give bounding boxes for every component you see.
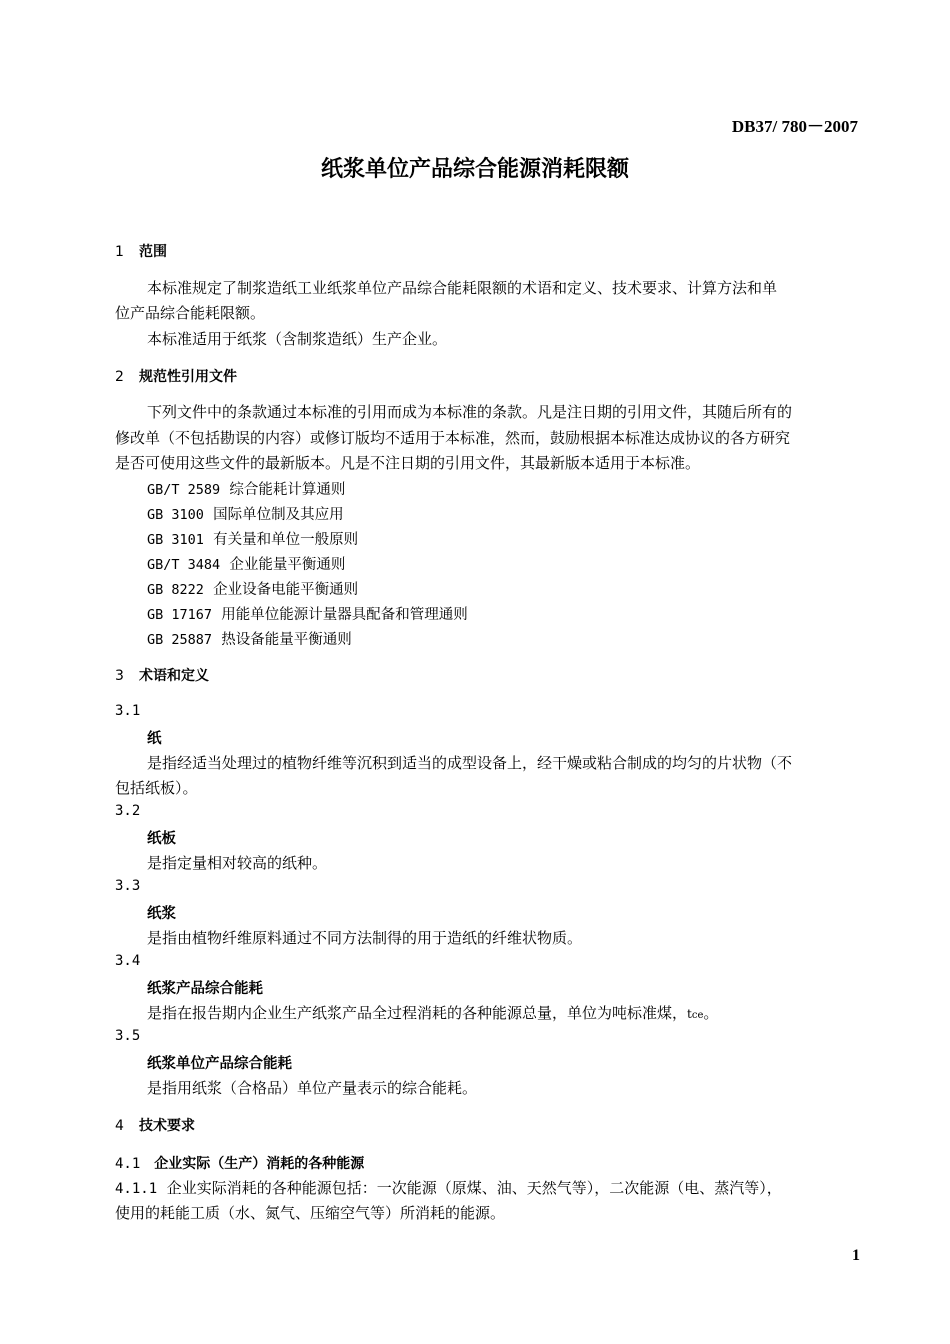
term-definition: 包括纸板）。 xyxy=(115,779,198,797)
term-number: 3.3 xyxy=(115,878,141,894)
term-definition: 是指定量相对较高的纸种。 xyxy=(147,854,328,872)
clause-text-line: 使用的耗能工质（水、氮气、压缩空气等）所消耗的能源。 xyxy=(115,1204,506,1222)
unit-subscript: ce xyxy=(691,1010,704,1021)
definition-end: 。 xyxy=(703,1004,719,1022)
paragraph-line: 是否可使用这些文件的最新版本。凡是不注日期的引用文件，其最新版本适用于本标准。 xyxy=(115,454,701,472)
subsection-number: 4.1 xyxy=(115,1156,141,1172)
paragraph-line: 位产品综合能耗限额。 xyxy=(115,304,266,322)
clause-text: 企业实际消耗的各种能源包括：一次能源（原煤、油、天然气等），二次能源（电、蒸汽等）， xyxy=(166,1179,782,1197)
reference-item xyxy=(147,503,344,524)
term-name: 纸板 xyxy=(147,831,176,847)
reference-title: 用能单位能源计量器具配备和管理通则 xyxy=(221,607,468,623)
section-number: 4 xyxy=(115,1118,124,1134)
page-number: 1 xyxy=(852,1247,860,1264)
section-2-heading xyxy=(115,366,237,386)
clause-number: 4.1.1 xyxy=(115,1181,158,1197)
term-name: 纸浆产品综合能耗 xyxy=(147,981,263,997)
reference-title: 有关量和单位一般原则 xyxy=(213,532,359,548)
section-number: 2 xyxy=(115,369,124,385)
reference-code: GB 17167 xyxy=(147,607,213,623)
section-number: 1 xyxy=(115,244,124,260)
term-definition: 是指经适当处理过的植物纤维等沉积到适当的成型设备上，经干燥或粘合制成的均匀的片状物（不 xyxy=(147,754,793,772)
section-1-heading xyxy=(115,241,167,261)
section-number: 3 xyxy=(115,668,124,684)
reference-code: GB 25887 xyxy=(147,632,213,648)
reference-item xyxy=(147,578,358,599)
reference-item xyxy=(147,628,352,649)
section-title: 规范性引用文件 xyxy=(139,369,237,385)
paragraph-line: 下列文件中的条款通过本标准的引用而成为本标准的条款。凡是注日期的引用文件，其随后所有的 xyxy=(147,403,793,421)
reference-item xyxy=(147,528,358,549)
term-definition: 是指由植物纤维原料通过不同方法制得的用于造纸的纤维状物质。 xyxy=(147,929,583,947)
term-number: 3.4 xyxy=(115,953,141,969)
paragraph-line: 本标准适用于纸浆（含制浆造纸）生产企业。 xyxy=(147,330,448,348)
term-number: 3.5 xyxy=(115,1028,141,1044)
reference-item xyxy=(147,553,345,574)
term-number: 3.1 xyxy=(115,703,141,719)
paragraph-line: 本标准规定了制浆造纸工业纸浆单位产品综合能耗限额的术语和定义、技术要求、计算方法和单 xyxy=(147,279,778,297)
reference-code: GB/T 2589 xyxy=(147,482,221,498)
reference-code: GB 8222 xyxy=(147,582,204,598)
term-name: 纸浆 xyxy=(147,906,176,922)
reference-code: GB 3100 xyxy=(147,507,204,523)
section-title: 术语和定义 xyxy=(139,668,209,684)
term-name: 纸浆单位产品综合能耗 xyxy=(147,1056,292,1072)
document-title: 纸浆单位产品综合能源消耗限额 xyxy=(320,157,629,182)
unit-symbol: t xyxy=(687,1007,692,1021)
definition-text: 是指在报告期内企业生产纸浆产品全过程消耗的各种能源总量，单位为吨标准煤， xyxy=(147,1004,688,1022)
subsection-title: 企业实际（生产）消耗的各种能源 xyxy=(154,1156,365,1172)
term-definition: 是指用纸浆（合格品）单位产量表示的综合能耗。 xyxy=(147,1079,478,1097)
reference-title: 热设备能量平衡通则 xyxy=(221,632,352,648)
paragraph-line: 修改单（不包括勘误的内容）或修订版均不适用于本标准，然而，鼓励根据本标准达成协议的各方研究 xyxy=(115,429,791,447)
section-title: 范围 xyxy=(139,244,167,260)
reference-code: GB/T 3484 xyxy=(147,557,221,573)
term-name: 纸 xyxy=(147,731,162,747)
reference-item xyxy=(147,603,468,624)
reference-title: 国际单位制及其应用 xyxy=(213,507,344,523)
reference-item xyxy=(147,478,345,499)
reference-title: 企业能量平衡通则 xyxy=(229,557,346,573)
reference-title: 企业设备电能平衡通则 xyxy=(213,582,359,598)
section-3-heading xyxy=(115,665,209,685)
reference-title: 综合能耗计算通则 xyxy=(229,482,346,498)
clause-4-1-1 xyxy=(115,1177,782,1198)
reference-code: GB 3101 xyxy=(147,532,204,548)
term-number: 3.2 xyxy=(115,803,141,819)
section-title: 技术要求 xyxy=(139,1118,195,1134)
section-4-heading xyxy=(115,1115,195,1135)
standard-code: DB37/ 780－2007 xyxy=(731,117,858,136)
term-definition xyxy=(147,1002,718,1023)
subsection-4-1-heading xyxy=(115,1153,364,1173)
